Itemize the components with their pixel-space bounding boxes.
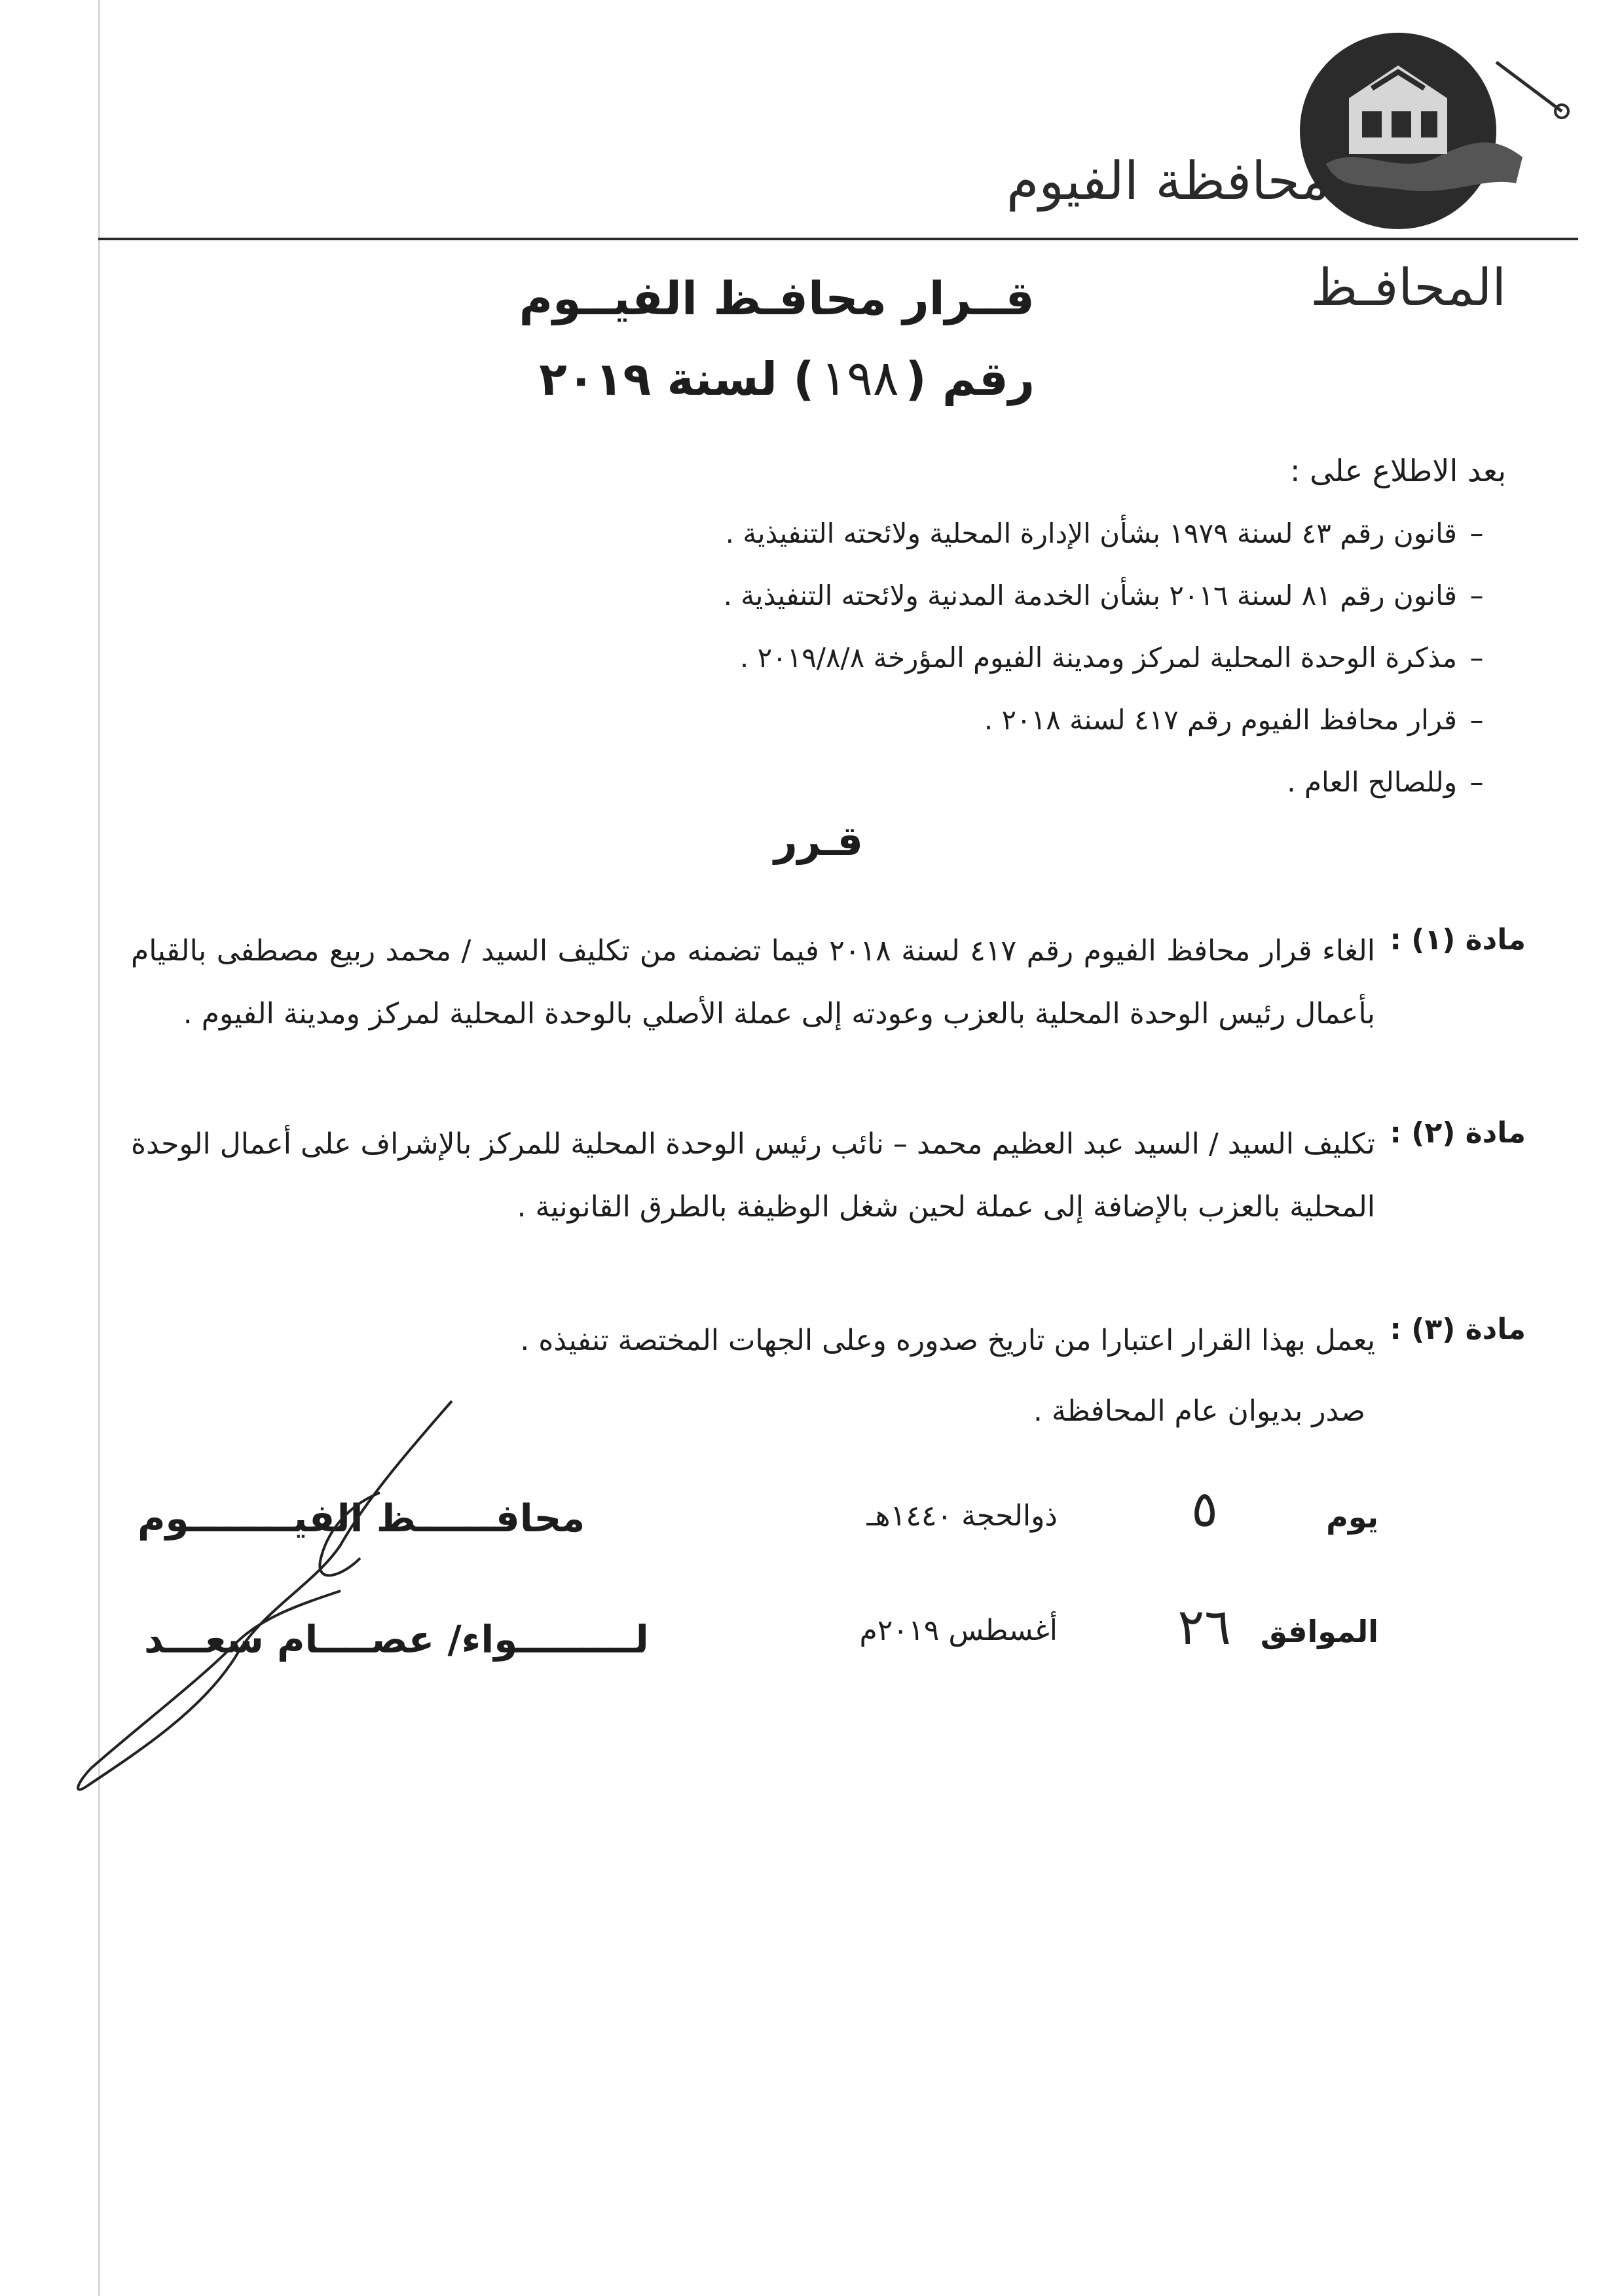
gregorian-day-handwritten: ٢٦ [1177, 1597, 1231, 1656]
reference-item: –قرار محافظ الفيوم رقم ٤١٧ لسنة ٢٠١٨ . [984, 704, 1484, 736]
signatory-name: لـــــــــواء/ عصــــام سعـــد [144, 1617, 649, 1662]
day-label: يوم [1326, 1499, 1378, 1535]
issued-statement: صدر بديوان عام المحافظة . [1033, 1394, 1365, 1428]
equivalent-label: الموافق [1260, 1614, 1378, 1649]
reference-item: –وللصالح العام . [1287, 766, 1484, 798]
intro-text: بعد الاطلاع على : [1289, 453, 1506, 488]
gregorian-date: أغسطس ٢٠١٩م [859, 1614, 1058, 1647]
reference-text: مذكرة الوحدة المحلية لمركز ومدينة الفيوم المؤرخة ٢٠١٩/٨/٨ . [739, 642, 1457, 674]
decree-number-line [539, 350, 1035, 407]
article-text: يعمل بهذا القرار اعتبارا من تاريخ صدوره وعلى الجهات المختصة تنفيذه . [520, 1324, 1375, 1357]
decree-title: قــرار محافـظ الفيــوم [519, 272, 1035, 325]
reference-text: وللصالح العام . [1287, 766, 1457, 798]
reference-text: قانون رقم ٨١ لسنة ٢٠١٦ بشأن الخدمة المدنية ولائحته التنفيذية . [723, 579, 1457, 611]
decree-number: ١٩٨ [821, 350, 899, 407]
reference-text: قانون رقم ٤٣ لسنة ١٩٧٩ بشأن الإدارة المحلية ولائحته التنفيذية . [725, 517, 1457, 549]
decision-heading: قـرر [773, 817, 864, 865]
governorate-name: محافظة الفيوم [1006, 151, 1329, 211]
article-text: الغاء قرار محافظ الفيوم رقم ٤١٧ لسنة ٢٠١٨ فيما تضمنه من تكليف السيد / محمد ربيع مصطفى بالقيام بأعمال رئيس الوحدة المحلية بالعزب وعودته إلى عملة الأصلي بالوحدة المحلية لمركز ومدينة الفيوم . [131, 934, 1376, 1030]
handwritten-signature [65, 1394, 471, 1800]
hijri-date: ذوالحجة ١٤٤٠هـ [866, 1499, 1058, 1533]
article-label: مادة (١) : [1390, 923, 1526, 957]
article-label: مادة (٢) : [1390, 1116, 1526, 1150]
signatory-title: محافــــــظ الفيــــــــوم [138, 1496, 585, 1540]
governorate-seal-icon [1300, 26, 1575, 236]
article-text: تكليف السيد / السيد عبد العظيم محمد – نائب رئيس الوحدة المحلية للمركز بالإشراف على أعمال الوحدة المحلية بالعزب بالإضافة إلى عملة لحين شغل الوظيفة بالطرق القانونية . [131, 1127, 1375, 1224]
reference-item: –قانون رقم ٨١ لسنة ٢٠١٦ بشأن الخدمة المدنية ولائحته التنفيذية . [723, 579, 1484, 611]
hijri-day-handwritten: ٥ [1191, 1480, 1218, 1538]
header-divider [98, 238, 1578, 240]
decree-number-suffix: ) لسنة ٢٠١٩ [539, 352, 815, 406]
reference-item: –مذكرة الوحدة المحلية لمركز ومدينة الفيوم المؤرخة ٢٠١٩/٨/٨ . [739, 642, 1484, 674]
article-label: مادة (٣) : [1390, 1313, 1526, 1346]
reference-text: قرار محافظ الفيوم رقم ٤١٧ لسنة ٢٠١٨ . [984, 704, 1457, 736]
decree-number-prefix: رقم ( [905, 352, 1035, 406]
department-label: المحافـظ [1310, 259, 1506, 318]
reference-item: –قانون رقم ٤٣ لسنة ١٩٧٩ بشأن الإدارة المحلية ولائحته التنفيذية . [725, 517, 1484, 549]
scan-edge-line [98, 0, 100, 2296]
